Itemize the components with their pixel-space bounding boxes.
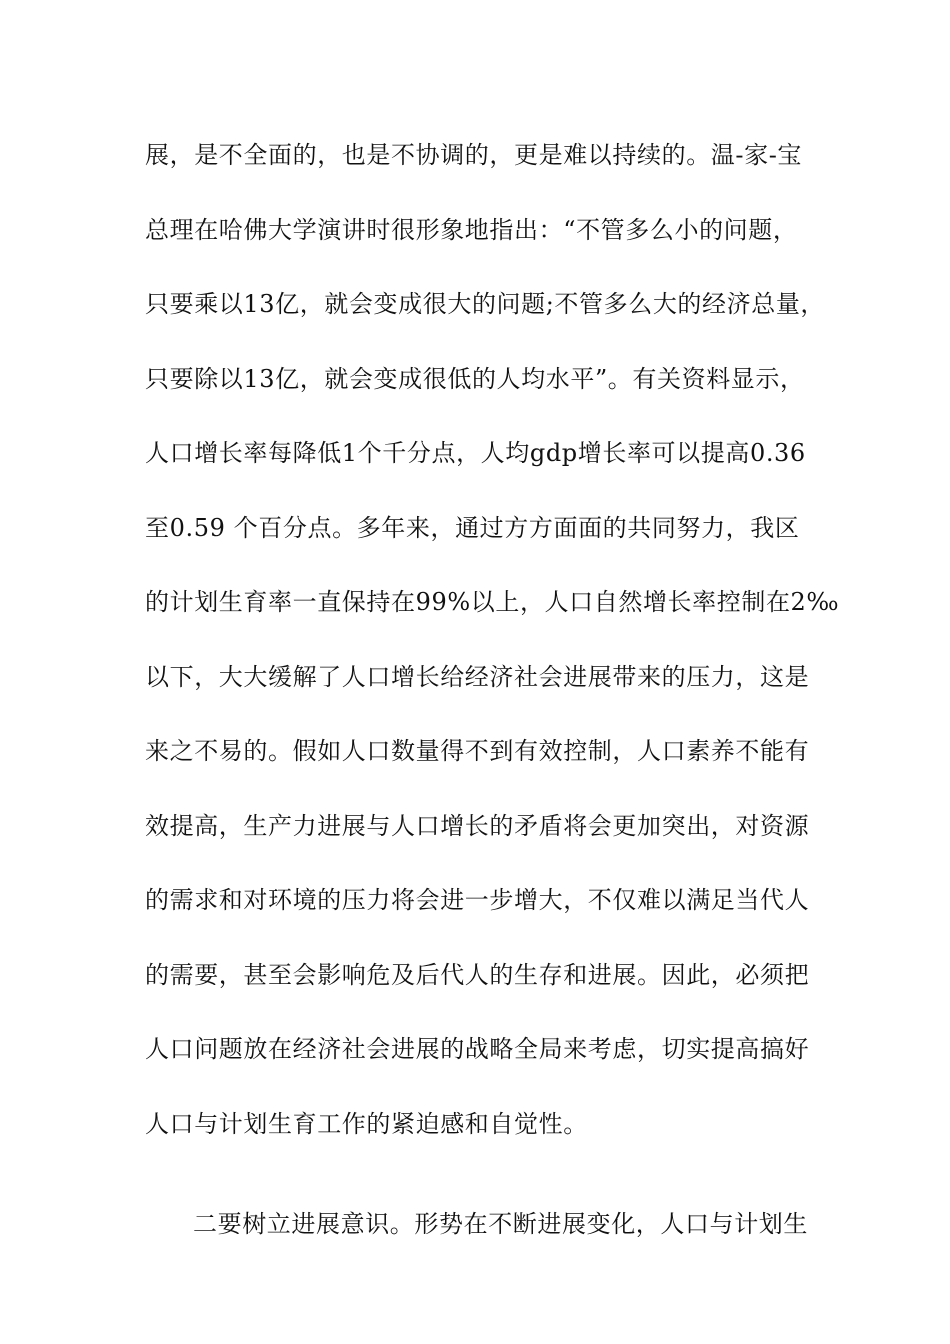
text-line: 总理在哈佛大学演讲时很形象地指出：“不管多么小的问题， <box>145 215 798 244</box>
text-line: 只要除以13亿，就会变成很低的人均水平”。有关资料显示， <box>145 364 805 393</box>
text-line: 的需求和对环境的压力将会进一步增大，不仅难以满足当代人 <box>145 886 810 914</box>
text-line: 来之不易的。假如人口数量得不到有效控制，人口素养不能有 <box>145 737 810 765</box>
text-line: 的计划生育率一直保持在99%以上，人口自然增长率控制在2‰ <box>145 588 840 616</box>
document-body <box>145 130 845 1274</box>
paragraph-gap <box>145 1173 845 1199</box>
text-line: 展，是不全面的，也是不协调的，更是难以持续的。温-家-宝 <box>145 141 803 169</box>
text-line: 只要乘以13亿，就会变成很大的问题;不管多么大的经济总量， <box>145 290 826 318</box>
text-line: 至0.59 个百分点。多年来，通过方方面面的共同努力，我区 <box>145 513 800 542</box>
paragraph-1 <box>145 130 845 1173</box>
text-line: 以下，大大缓解了人口增长给经济社会进展带来的压力，这是 <box>145 662 810 691</box>
text-line: 效提高，生产力进展与人口增长的矛盾将会更加突出，对资源 <box>145 811 810 840</box>
text-line: 的需要，甚至会影响危及后代人的生存和进展。因此，必须把 <box>145 960 810 989</box>
text-line: 二要树立进展意识。形势在不断进展变化，人口与计划生 <box>193 1210 808 1238</box>
paragraph-2 <box>145 1199 845 1274</box>
text-line: 人口增长率每降低1个千分点，人均gdp增长率可以提高0.36 <box>145 439 806 467</box>
text-line: 人口问题放在经济社会进展的战略全局来考虑，切实提高搞好 <box>145 1035 810 1063</box>
text-line: 人口与计划生育工作的紧迫感和自觉性。 <box>145 1109 588 1138</box>
